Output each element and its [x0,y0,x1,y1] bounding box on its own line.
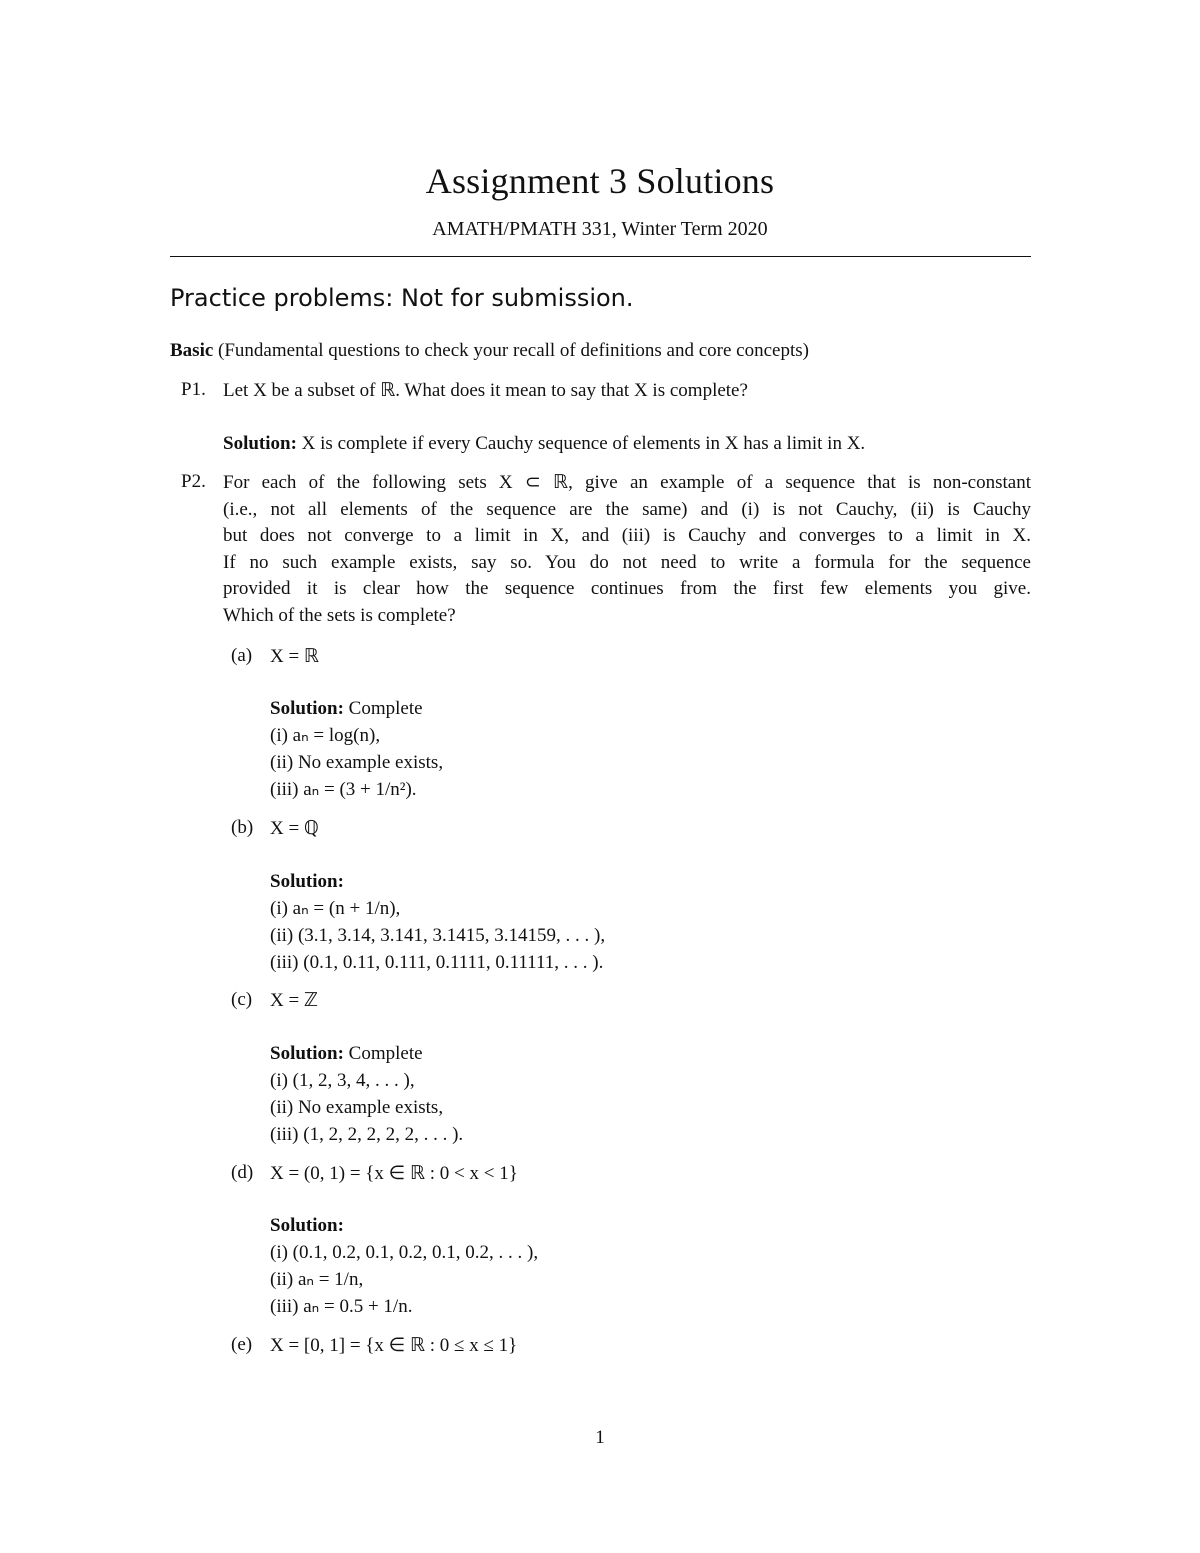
part-c-set: X = ℤ [270,990,319,1011]
page-number: 1 [595,1427,605,1448]
p1-question: Let X be a subset of ℝ. What does it mean to say that X is complete? [223,380,748,401]
part-b-item: (i) aₙ = (n + 1/n), [270,898,401,919]
p1-number: P1. [181,379,206,400]
p2-question [223,470,1031,630]
part-c-item: (ii) No example exists, [270,1097,444,1118]
part-b-solution [270,869,344,895]
document-title: Assignment 3 Solutions [425,161,775,201]
part-a-set: X = ℝ [270,646,319,667]
p1-solution [223,431,865,457]
part-a-solution [270,696,423,722]
basic-heading [170,338,809,364]
p2-number: P2. [181,471,206,492]
part-d-item: (ii) aₙ = 1/n, [270,1269,364,1290]
part-e-set: X = [0, 1] = {x ∈ ℝ : 0 ≤ x ≤ 1} [270,1335,518,1356]
basic-description: (Fundamental questions to check your recall of definitions and core concepts) [218,340,809,361]
title-divider [170,256,1031,257]
part-c-solution-note: Complete [348,1043,423,1064]
p2-line: but does not converge to a limit in X, and (iii) is Cauchy and converges to a limit in X. [223,525,1031,547]
basic-label: Basic [170,340,214,361]
part-a-solution-note: Complete [348,698,423,719]
part-e-label: (e) [231,1334,253,1355]
part-c-solution [270,1041,423,1067]
part-c-label: (c) [231,989,253,1010]
part-d-solution [270,1213,344,1239]
part-a-solution-label: Solution: [270,698,344,719]
part-b-item: (ii) (3.1, 3.14, 3.141, 3.1415, 3.14159, . . . ), [270,925,606,946]
part-d-item: (iii) aₙ = 0.5 + 1/n. [270,1296,413,1317]
p1-solution-label: Solution: [223,433,297,454]
part-b-set: X = ℚ [270,818,319,839]
part-a-item: (iii) aₙ = (3 + 1/n²). [270,779,417,800]
part-c-item: (iii) (1, 2, 2, 2, 2, 2, . . . ). [270,1124,464,1145]
part-c-solution-label: Solution: [270,1043,344,1064]
p1-solution-text: X is complete if every Cauchy sequence of elements in X has a limit in X. [301,433,866,454]
part-b-item: (iii) (0.1, 0.11, 0.111, 0.1111, 0.11111, . . . ). [270,952,604,973]
part-d-set: X = (0, 1) = {x ∈ ℝ : 0 < x < 1} [270,1163,518,1184]
part-d-item: (i) (0.1, 0.2, 0.1, 0.2, 0.1, 0.2, . . . ), [270,1242,539,1263]
part-a-item: (ii) No example exists, [270,752,444,773]
part-b-solution-label: Solution: [270,871,344,892]
part-a-item: (i) aₙ = log(n), [270,725,381,746]
p2-line: (i.e., not all elements of the sequence are the same) and (i) is not Cauchy, (ii) is Cauchy [223,498,1031,520]
part-d-solution-label: Solution: [270,1215,344,1236]
part-a-label: (a) [231,645,253,666]
p2-line: Which of the sets is complete? [223,604,456,626]
section-heading: Practice problems: Not for submission. [170,284,634,312]
p2-line: provided it is clear how the sequence continues from the first few elements you give. [223,578,1031,600]
p2-line: If no such example exists, say so. You do not need to write a formula for the sequence [223,551,1031,573]
part-c-item: (i) (1, 2, 3, 4, . . . ), [270,1070,415,1091]
part-b-label: (b) [231,817,254,838]
p2-line: For each of the following sets X ⊂ ℝ, give an example of a sequence that is non-constant [223,472,1031,493]
document-subtitle: AMATH/PMATH 331, Winter Term 2020 [432,218,768,240]
part-d-label: (d) [231,1162,254,1183]
